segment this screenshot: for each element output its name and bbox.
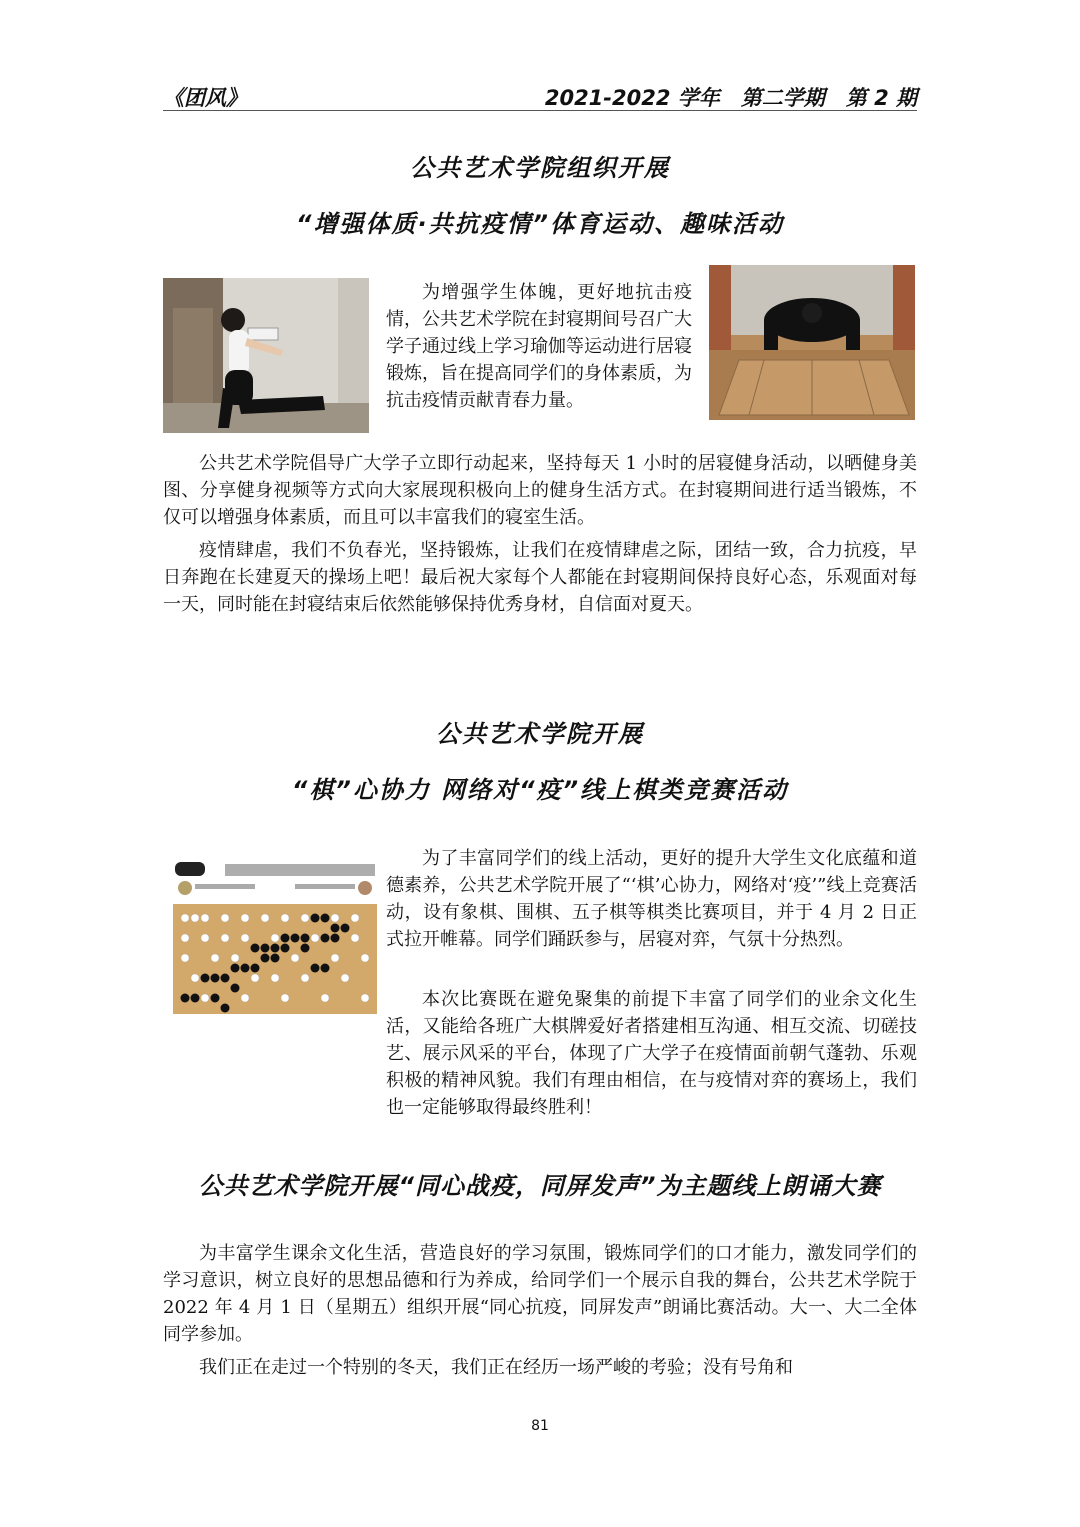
- article1-title-line2: “增强体质·共抗疫情”体育运动、趣味活动: [295, 210, 785, 238]
- article3-body: [163, 1240, 917, 1381]
- article2-body-side: [386, 845, 917, 953]
- article2-title-line2: “棋”心协力 网络对“疫”线上棋类竞赛活动: [291, 776, 789, 804]
- article1-intro: [386, 279, 692, 414]
- header-rule: [163, 110, 917, 111]
- journal-name: 《团风》: [163, 86, 247, 110]
- article3-paragraph-2: 我们正在走过一个特别的冬天，我们正在经历一场严峻的考验；没有号角和: [199, 1357, 793, 1378]
- article2-paragraph-1: 为了丰富同学们的线上活动，更好的提升大学生文化底蕴和道德素养，公共艺术学院开展了“‘棋’心协力，网络对‘疫’”线上竞赛活动，设有象棋、围棋、五子棋等棋类比赛项目，并于 4 月 2 日正式拉开帷幕。同学们踊跃参与，居寝对弈，气氛十分热烈。: [386, 848, 917, 950]
- article3-paragraph-1: 为丰富学生课余文化生活，营造良好的学习氛围，锻炼同学们的口才能力，激发同学们的学习意识，树立良好的思想品德和行为养成，给同学们一个展示自我的舞台，公共艺术学院于 2022 年 4 月 1 日（星期五）组织开展“同心抗疫，同屏发声”朗诵比赛活动。大一、大二全体同学参加。: [163, 1243, 917, 1345]
- page-number: 81: [531, 1418, 549, 1434]
- article2-title-line1: 公共艺术学院开展: [436, 720, 644, 748]
- yoga-photo: [163, 278, 369, 433]
- pushup-photo: [709, 265, 915, 420]
- article2-paragraph-2: 本次比赛既在避免聚集的前提下丰富了同学们的业余文化生活，又能给各班广大棋牌爱好者搭建相互沟通、相互交流、切磋技艺、展示风采的平台，体现了广大学子在疫情面前朝气蓬勃、乐观积极的精神风貌。我们有理由相信，在与疫情对弈的赛场上，我们也一定能够取得最终胜利！: [386, 989, 917, 1118]
- article1-body: [163, 450, 917, 618]
- article1-paragraph-3: 疫情肆虐，我们不负春光，坚持锻炼，让我们在疫情肆虐之际，团结一致，合力抗疫，早日奔跑在长建夏天的操场上吧！最后祝大家每个人都能在封寝期间保持良好心态，乐观面对每一天，同时能在封寝结束后依然能够保持优秀身材，自信面对夏天。: [163, 540, 917, 615]
- article3-title: 公共艺术学院开展“同心战疫，同屏发声”为主题线上朗诵大赛: [198, 1172, 882, 1200]
- article1-paragraph-2: 公共艺术学院倡导广大学子立即行动起来，坚持每天 1 小时的居寝健身活动，以晒健身美图、分享健身视频等方式向大家展现积极向上的健身生活方式。在封寝期间进行适当锻炼，不仅可以增强身体素质，而且可以丰富我们的寝室生活。: [163, 453, 917, 528]
- issue-info: 2021-2022 学年 第二学期 第 2 期: [544, 86, 917, 110]
- article1-intro-text: 为增强学生体魄，更好地抗击疫情，公共艺术学院在封寝期间号召广大学子通过线上学习瑜伽等运动进行居寝锻炼，旨在提高同学们的身体素质，为抗击疫情贡献青春力量。: [386, 282, 692, 411]
- article1-title-line1: 公共艺术学院组织开展: [410, 154, 670, 182]
- article2-body-wrap: [163, 986, 917, 1121]
